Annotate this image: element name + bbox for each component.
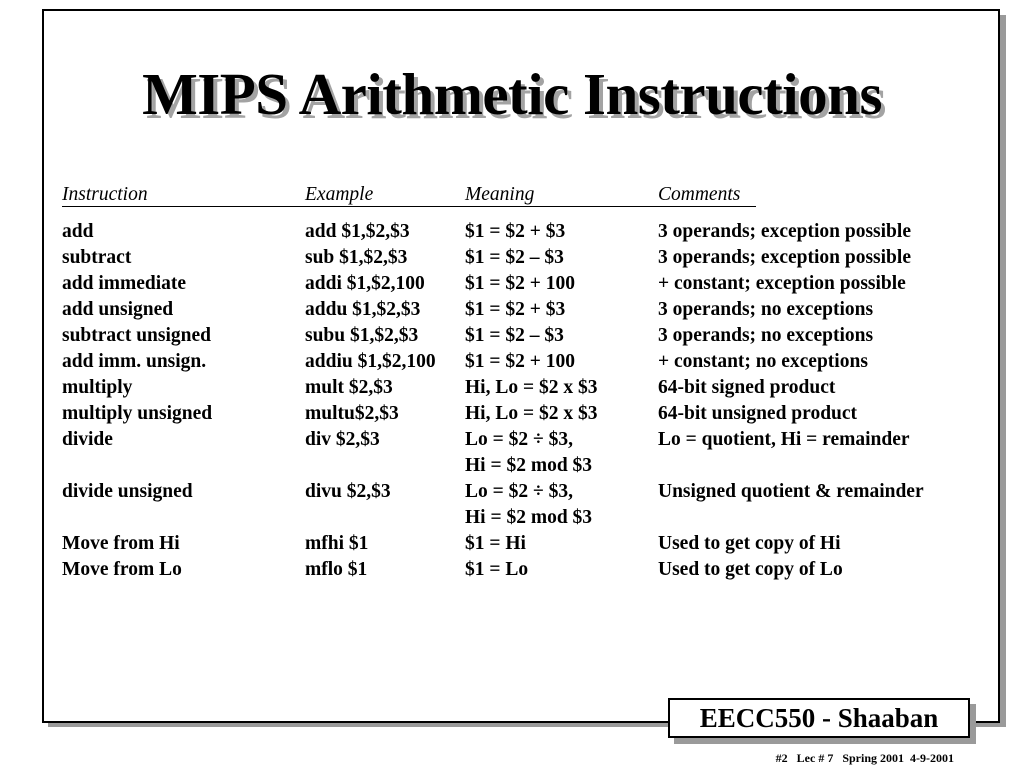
cell-instruction: Move from Lo [62, 559, 182, 580]
cell-instruction: add [62, 221, 94, 242]
header-meaning: Meaning [465, 184, 535, 205]
cell-example: addi $1,$2,100 [305, 273, 425, 294]
cell-instruction: subtract [62, 247, 132, 268]
cell-meaning: $1 = $2 – $3 [465, 247, 564, 268]
cell-meaning: $1 = $2 + $3 [465, 299, 566, 320]
cell-example: multu$2,$3 [305, 403, 399, 424]
cell-comment: 3 operands; no exceptions [658, 325, 874, 346]
cell-meaning: Hi = $2 mod $3 [465, 455, 593, 476]
cell-comment: + constant; exception possible [658, 273, 906, 294]
cell-example: subu $1,$2,$3 [305, 325, 419, 346]
slide-footer: #2 Lec # 7 Spring 2001 4-9-2001 [775, 751, 954, 765]
header-example: Example [305, 184, 374, 205]
header-comments: Comments [658, 184, 741, 205]
cell-example: addiu $1,$2,100 [305, 351, 436, 372]
cell-comment: Used to get copy of Lo [658, 559, 843, 580]
cell-instruction: subtract unsigned [62, 325, 211, 346]
course-badge: EECC550 - Shaaban [668, 698, 970, 738]
cell-meaning: Hi, Lo = $2 x $3 [465, 377, 598, 398]
cell-meaning: $1 = Hi [465, 533, 526, 554]
cell-meaning: $1 = $2 – $3 [465, 325, 564, 346]
cell-instruction: Move from Hi [62, 533, 180, 554]
cell-example: sub $1,$2,$3 [305, 247, 408, 268]
header-instruction: Instruction [62, 184, 148, 205]
cell-meaning: $1 = $2 + 100 [465, 273, 575, 294]
cell-meaning: Lo = $2 ÷ $3, [465, 429, 573, 450]
cell-comment: 64-bit signed product [658, 377, 836, 398]
cell-example: mfhi $1 [305, 533, 369, 554]
cell-comment: 64-bit unsigned product [658, 403, 858, 424]
cell-example: mult $2,$3 [305, 377, 393, 398]
cell-example: add $1,$2,$3 [305, 221, 410, 242]
slide-title: MIPS Arithmetic Instructions [142, 61, 882, 127]
cell-comment: Used to get copy of Hi [658, 533, 841, 554]
cell-instruction: divide unsigned [62, 481, 193, 502]
cell-instruction: divide [62, 429, 113, 450]
cell-meaning: $1 = $2 + $3 [465, 221, 566, 242]
cell-example: addu $1,$2,$3 [305, 299, 421, 320]
cell-instruction: multiply unsigned [62, 403, 213, 424]
cell-meaning: Lo = $2 ÷ $3, [465, 481, 573, 502]
cell-instruction: multiply [62, 377, 133, 398]
cell-comment: 3 operands; exception possible [658, 247, 911, 268]
cell-comment: + constant; no exceptions [658, 351, 868, 372]
cell-comment: 3 operands; no exceptions [658, 299, 874, 320]
cell-instruction: add unsigned [62, 299, 174, 320]
cell-comment: 3 operands; exception possible [658, 221, 911, 242]
cell-meaning: $1 = Lo [465, 559, 529, 580]
cell-example: mflo $1 [305, 559, 368, 580]
header-underline [62, 206, 756, 207]
cell-example: div $2,$3 [305, 429, 380, 450]
cell-instruction: add immediate [62, 273, 187, 294]
cell-comment: Unsigned quotient & remainder [658, 481, 924, 502]
cell-meaning: $1 = $2 + 100 [465, 351, 575, 372]
cell-meaning: Hi, Lo = $2 x $3 [465, 403, 598, 424]
cell-meaning: Hi = $2 mod $3 [465, 507, 593, 528]
cell-example: divu $2,$3 [305, 481, 391, 502]
cell-comment: Lo = quotient, Hi = remainder [658, 429, 910, 450]
cell-instruction: add imm. unsign. [62, 351, 207, 372]
